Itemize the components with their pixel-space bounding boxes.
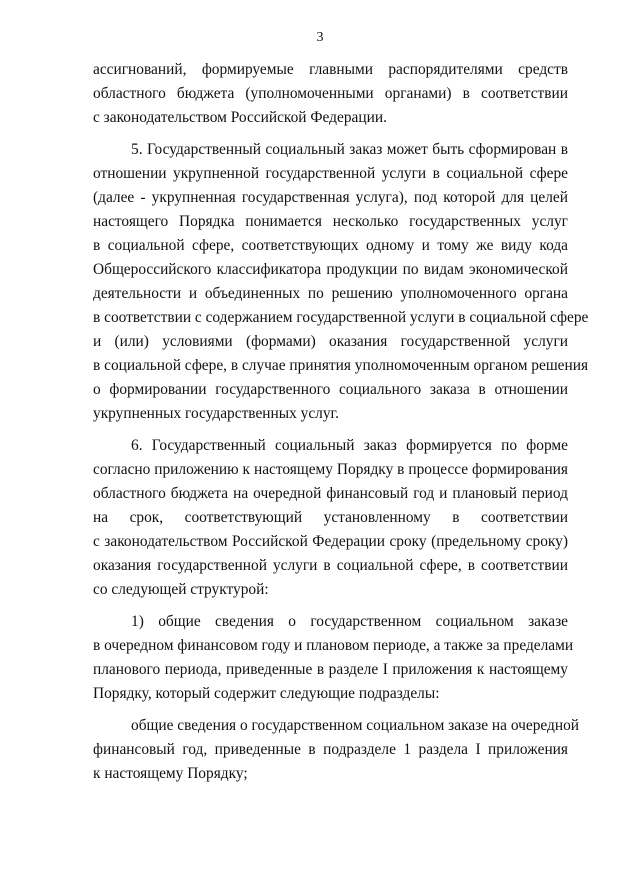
text-line: деятельности и объединенных по решению уполномоченного органа <box>93 285 568 302</box>
text-line: с законодательством Российской Федерации сроку (предельному сроку) <box>93 533 568 550</box>
paragraph-6-first-line: 6. Государственный социальный заказ формируется по форме <box>131 437 568 454</box>
text-line: Общероссийского классификатора продукции по видам экономической <box>93 261 568 278</box>
text-line: областного бюджета (уполномоченными органами) в соответствии <box>93 85 568 102</box>
text-line: к настоящему Порядку; <box>93 765 248 782</box>
text-line: укрупненных государственных услуг. <box>93 405 339 422</box>
text-line: (далее - укрупненная государственная услуга), под которой для целей <box>93 189 568 206</box>
text-line: планового периода, приведенные в разделе I приложения к настоящему <box>93 661 568 678</box>
paragraph-5-first-line: 5. Государственный социальный заказ может быть сформирован в <box>131 141 568 158</box>
subsection-first-line: общие сведения о государственном социальном заказе на очередной <box>131 717 580 734</box>
text-line: в очередном финансовом году и плановом периоде, а также за пределами <box>93 637 574 654</box>
text-line: о формировании государственного социального заказа в отношении <box>93 381 568 398</box>
text-line: со следующей структурой: <box>93 581 269 598</box>
page-number: 3 <box>316 30 324 45</box>
text-line: отношении укрупненной государственной услуги в социальной сфере <box>93 165 568 182</box>
text-line: областного бюджета на очередной финансовый год и плановый период <box>93 485 568 502</box>
text-line: в социальной сфере, в случае принятия уполномоченным органом решения <box>93 357 589 374</box>
list-item-1-first-line: 1) общие сведения о государственном социальном заказе <box>131 613 568 630</box>
text-line: Порядку, который содержит следующие подразделы: <box>93 685 440 702</box>
text-line: ассигнований, формируемые главными распорядителями средств <box>93 61 568 78</box>
text-line: в соответствии с содержанием государственной услуги в социальной сфере <box>93 309 589 326</box>
text-line: оказания государственной услуги в социальной сфере, в соответствии <box>93 557 568 574</box>
text-line: финансовый год, приведенные в подразделе 1 раздела I приложения <box>93 741 568 758</box>
text-line: с законодательством Российской Федерации. <box>93 109 387 126</box>
text-line: согласно приложению к настоящему Порядку в процессе формирования <box>93 461 568 478</box>
text-line: и (или) условиями (формами) оказания государственной услуги <box>93 333 568 350</box>
text-line: на срок, соответствующий установленному в соответствии <box>93 509 568 526</box>
text-line: в социальной сфере, соответствующих одному и тому же виду кода <box>93 237 568 254</box>
text-line: настоящего Порядка понимается несколько государственных услуг <box>93 213 568 230</box>
